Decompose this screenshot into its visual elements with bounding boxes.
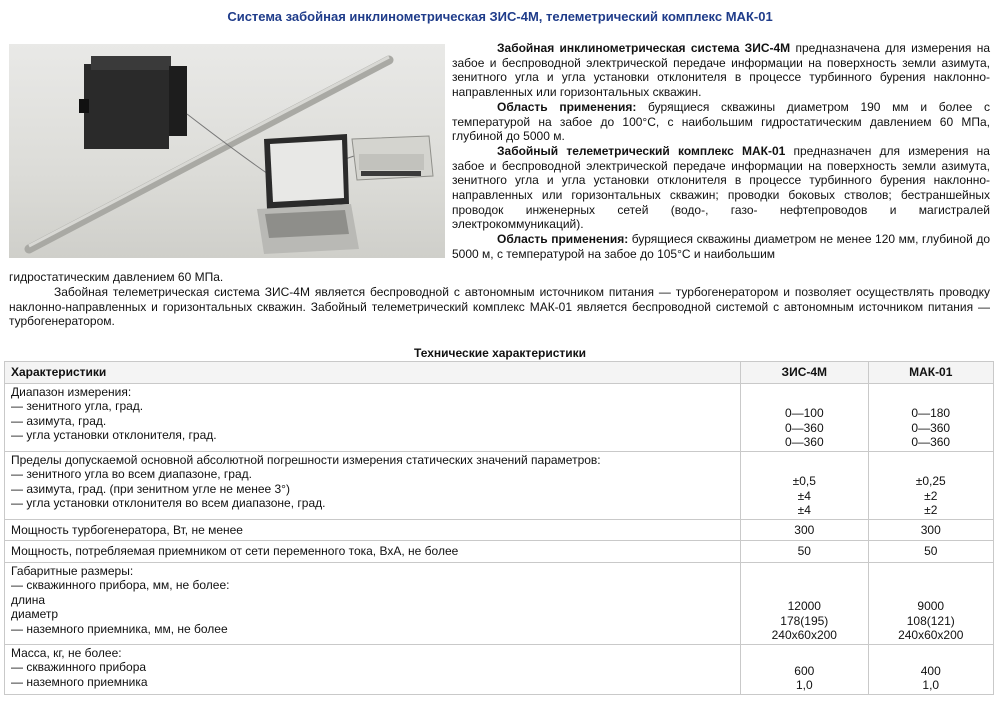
row-label: Габаритные размеры: — скважинного прибора, мм, не более: длина диаметр — наземного приемника, мм, не более [5, 562, 741, 644]
zis-value: 50 [741, 541, 868, 563]
equipment-photo-drawing [9, 44, 445, 258]
summary-paragraph: Забойная телеметрическая система ЗИС-4М является беспроводной с автономным источником питания — турбогенератором и позволяет осуществлять проводку наклонно-направленных и горизонтальных скважин. Забойный телеметрический комплекс МАК-01 является беспроводной системой с автономным источником питания — турбогенератором. [9, 285, 990, 329]
table-row [5, 383, 994, 451]
receiver-box [84, 64, 169, 149]
mak-values: 0—180 0—360 0—360 [868, 383, 993, 451]
intro-paragraph-mak-scope: Область применения: бурящиеся скважины диаметром не менее 120 мм, глубиной до 5000 м, с температурой на забое до 105°С и наибольшим [452, 232, 990, 261]
table-row [5, 451, 994, 519]
zis-values: 12000 178(195) 240х60х200 [741, 562, 868, 644]
zis-values: ±0,5 ±4 ±4 [741, 451, 868, 519]
zis-value: 300 [741, 519, 868, 541]
mak-values: 9000 108(121) 240х60х200 [868, 562, 993, 644]
intro-paragraph-mak-scope-tail: гидростатическим давлением 60 МПа. [9, 270, 224, 284]
header-characteristics: Характеристики [5, 362, 741, 384]
row-label: Масса, кг, не более: — скважинного прибора — наземного приемника [5, 644, 741, 694]
row-label: Диапазон измерения: — зенитного угла, град. — азимута, град. — угла установки отклонителя, град. [5, 383, 741, 451]
specs-table [4, 361, 994, 695]
mak-values: 400 1,0 [868, 644, 993, 694]
mak-value: 50 [868, 541, 993, 563]
table-row [5, 541, 994, 563]
equipment-photo [9, 44, 445, 258]
intro-text [452, 41, 990, 262]
table-row [5, 644, 994, 694]
zis-values: 600 1,0 [741, 644, 868, 694]
intro-paragraph-zis-scope: Область применения: бурящиеся скважины диаметром 190 мм и более с температурой на забое до 100°С, с наибольшим гидростатическим давлением 60 МПа, глубиной до 5000 м. [452, 99, 990, 144]
row-label: Мощность турбогенератора, Вт, не менее [5, 519, 741, 541]
row-label: Пределы допускаемой основной абсолютной погрешности измерения статических значений параметров: — зенитного угла во всем диапазоне, град. — азимута, град. (при зенитном угле не менее 3°) — угла установки отклонителя во всем диапазоне, град. [5, 451, 741, 519]
mak-values: ±0,25 ±2 ±2 [868, 451, 993, 519]
intro-paragraph-mak: Забойный телеметрический комплекс МАК-01 предназначен для измерения на забое и беспроводной электрической передаче информации на поверхность земли азимута, зенитного угла и угла установки отклонителя в процессе турбинного бурения наклонно-направленных или горизонтальных скважин; проводки боковых стволов; бестраншейных проводок инженерных сетей (водо-, газо- нефтепроводов и магистралей электрокоммуникаций). [452, 143, 990, 232]
table-row [5, 562, 994, 644]
table-row [5, 519, 994, 541]
row-label: Мощность, потребляемая приемником от сети переменного тока, ВхА, не более [5, 541, 741, 563]
zis-values: 0—100 0—360 0—360 [741, 383, 868, 451]
header-zis: ЗИС-4М [741, 362, 868, 384]
table-header-row [5, 362, 994, 384]
header-mak: МАК-01 [868, 362, 993, 384]
table-title: Технические характеристики [413, 346, 587, 360]
intro-paragraph-zis: Забойная инклинометрическая система ЗИС-4М предназначена для измерения на забое и беспроводной электрической передаче информации на поверхность земли азимута, зенитного угла и угла установки отклонителя в процессе турбинного бурения наклонно-направленных или горизонтальных скважин. [452, 41, 990, 100]
document-title: Система забойная инклинометрическая ЗИС-4М, телеметрический комплекс МАК-01 [227, 9, 773, 24]
mak-value: 300 [868, 519, 993, 541]
